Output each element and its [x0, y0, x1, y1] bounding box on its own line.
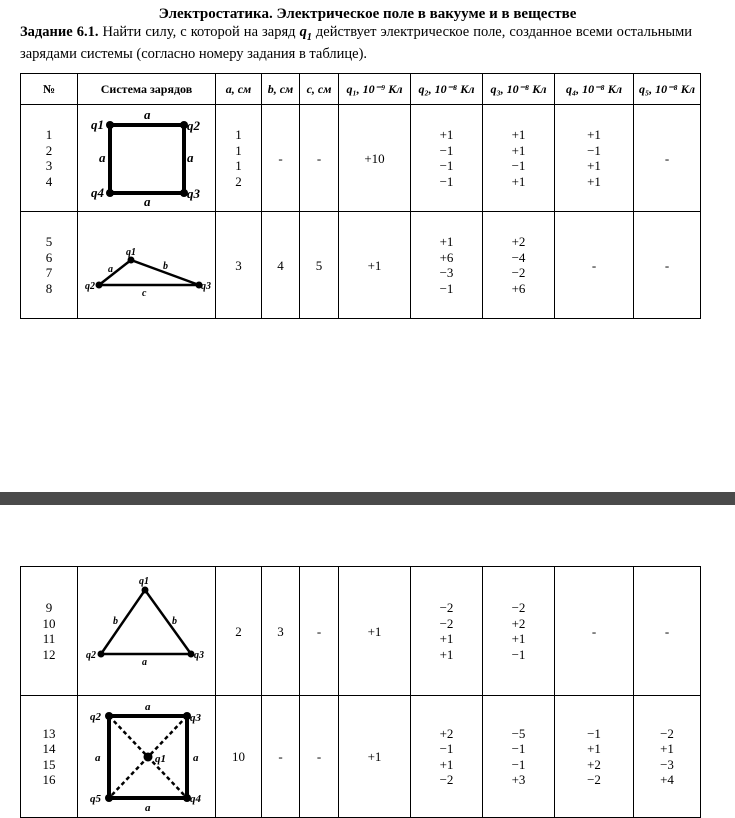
- header-a: a, см: [216, 74, 262, 105]
- cell-c: -: [300, 567, 339, 696]
- header-q3: q₃, 10⁻⁸ Кл: [483, 74, 555, 105]
- svg-text:a: a: [107, 264, 113, 275]
- svg-text:a: a: [192, 752, 198, 764]
- square-center-charge-diagram: [79, 696, 215, 814]
- scalene-diagram-cell: [78, 212, 216, 319]
- task-charge-sub: 1: [306, 31, 312, 43]
- table-header-row: [21, 74, 701, 105]
- svg-text:c: c: [141, 288, 146, 299]
- svg-text:q4: q4: [90, 185, 104, 200]
- svg-text:q1: q1: [90, 117, 104, 132]
- cell-q3: +1 +1 −1 +1: [483, 105, 555, 212]
- header-q2: q₂, 10⁻⁸ Кл: [411, 74, 483, 105]
- header-number: №: [21, 74, 78, 105]
- charges-table-top: [20, 73, 701, 319]
- cell-q5: −2 +1 −3 +4: [634, 696, 701, 818]
- svg-text:a: a: [144, 701, 150, 713]
- cell-b: -: [262, 105, 300, 212]
- cell-q2: −2 −2 +1 +1: [411, 567, 483, 696]
- cell-q4: -: [555, 567, 634, 696]
- svg-text:a: a: [94, 752, 100, 764]
- cell-b: -: [262, 696, 300, 818]
- cell-q2: +2 −1 +1 −2: [411, 696, 483, 818]
- task-text-before: Найти силу, с которой на заряд: [102, 24, 296, 40]
- scalene-triangle-diagram: [79, 212, 215, 315]
- svg-text:q2: q2: [85, 650, 96, 661]
- table-row: [21, 105, 701, 212]
- cell-a: 2: [216, 567, 262, 696]
- task-label: Задание 6.1.: [20, 24, 99, 40]
- svg-text:q3: q3: [193, 650, 204, 661]
- svg-text:q2: q2: [186, 118, 200, 133]
- svg-text:q1: q1: [138, 576, 149, 587]
- cell-q3: −2 +2 +1 −1: [483, 567, 555, 696]
- cell-a: 1 1 1 2: [216, 105, 262, 212]
- cell-q5: -: [634, 105, 701, 212]
- svg-text:a: a: [98, 150, 105, 165]
- cell-q5: -: [634, 567, 701, 696]
- row-numbers: 1 2 3 4: [21, 105, 78, 212]
- svg-text:a: a: [186, 150, 193, 165]
- cell-q1: +10: [339, 105, 411, 212]
- svg-text:q4: q4: [189, 793, 201, 805]
- header-q4: q₄, 10⁻⁸ Кл: [555, 74, 634, 105]
- svg-text:a: a: [143, 194, 150, 208]
- table-row: [21, 696, 701, 818]
- cell-q4: +1 −1 +1 +1: [555, 105, 634, 212]
- header-system: Система зарядов: [78, 74, 216, 105]
- task-text: [20, 24, 692, 63]
- cell-q2: +1 −1 −1 −1: [411, 105, 483, 212]
- cell-b: 3: [262, 567, 300, 696]
- cell-a: 10: [216, 696, 262, 818]
- cell-q1: +1: [339, 212, 411, 319]
- cell-q3: −5 −1 −1 +3: [483, 696, 555, 818]
- svg-text:q3: q3: [186, 186, 200, 201]
- cell-q4: −1 +1 +2 −2: [555, 696, 634, 818]
- svg-text:b: b: [171, 616, 177, 627]
- cell-q4: -: [555, 212, 634, 319]
- cell-c: -: [300, 105, 339, 212]
- page-2: [0, 505, 735, 814]
- task-text-after: действует электрическое поле, созданное всеми остальными зарядами системы (согласно номеру задания в таблице).: [20, 24, 693, 62]
- row-numbers: 9 10 11 12: [21, 567, 78, 696]
- isosceles-diagram-cell: [78, 567, 216, 696]
- square-diagram-cell: [78, 105, 216, 212]
- square-center-diagram-cell: [78, 696, 216, 818]
- svg-text:a: a: [144, 802, 150, 814]
- svg-text:q2: q2: [84, 281, 95, 292]
- page-separator: [0, 492, 735, 505]
- cell-q1: +1: [339, 567, 411, 696]
- square-charge-diagram: [79, 105, 215, 208]
- svg-text:q5: q5: [89, 793, 101, 805]
- header-c: c, см: [300, 74, 339, 105]
- svg-text:q1: q1: [125, 247, 136, 258]
- table-row: [21, 212, 701, 319]
- header-q1: q₁, 10⁻⁹ Кл: [339, 74, 411, 105]
- cell-b: 4: [262, 212, 300, 319]
- row-numbers: 5 6 7 8: [21, 212, 78, 319]
- page-title: Электростатика. Электрическое поле в вакууме и в веществе: [158, 6, 577, 22]
- cell-q5: -: [634, 212, 701, 319]
- cell-c: 5: [300, 212, 339, 319]
- isosceles-triangle-diagram: [79, 567, 215, 692]
- charges-table-bottom: [20, 566, 701, 818]
- svg-text:q1: q1: [154, 753, 166, 765]
- svg-text:q2: q2: [89, 711, 101, 723]
- cell-q1: +1: [339, 696, 411, 818]
- svg-text:q3: q3: [189, 712, 201, 724]
- cell-a: 3: [216, 212, 262, 319]
- row-numbers: 13 14 15 16: [21, 696, 78, 818]
- cell-c: -: [300, 696, 339, 818]
- header-b: b, см: [262, 74, 300, 105]
- cell-q3: +2 −4 −2 +6: [483, 212, 555, 319]
- svg-text:q3: q3: [200, 281, 211, 292]
- table-row: [21, 567, 701, 696]
- svg-text:a: a: [141, 657, 147, 668]
- svg-text:b: b: [112, 616, 118, 627]
- cell-q2: +1 +6 −3 −1: [411, 212, 483, 319]
- task-charge: q: [299, 24, 307, 40]
- svg-text:a: a: [143, 107, 150, 122]
- header-q5: q₅, 10⁻⁸ Кл: [634, 74, 701, 105]
- svg-text:b: b: [162, 261, 168, 272]
